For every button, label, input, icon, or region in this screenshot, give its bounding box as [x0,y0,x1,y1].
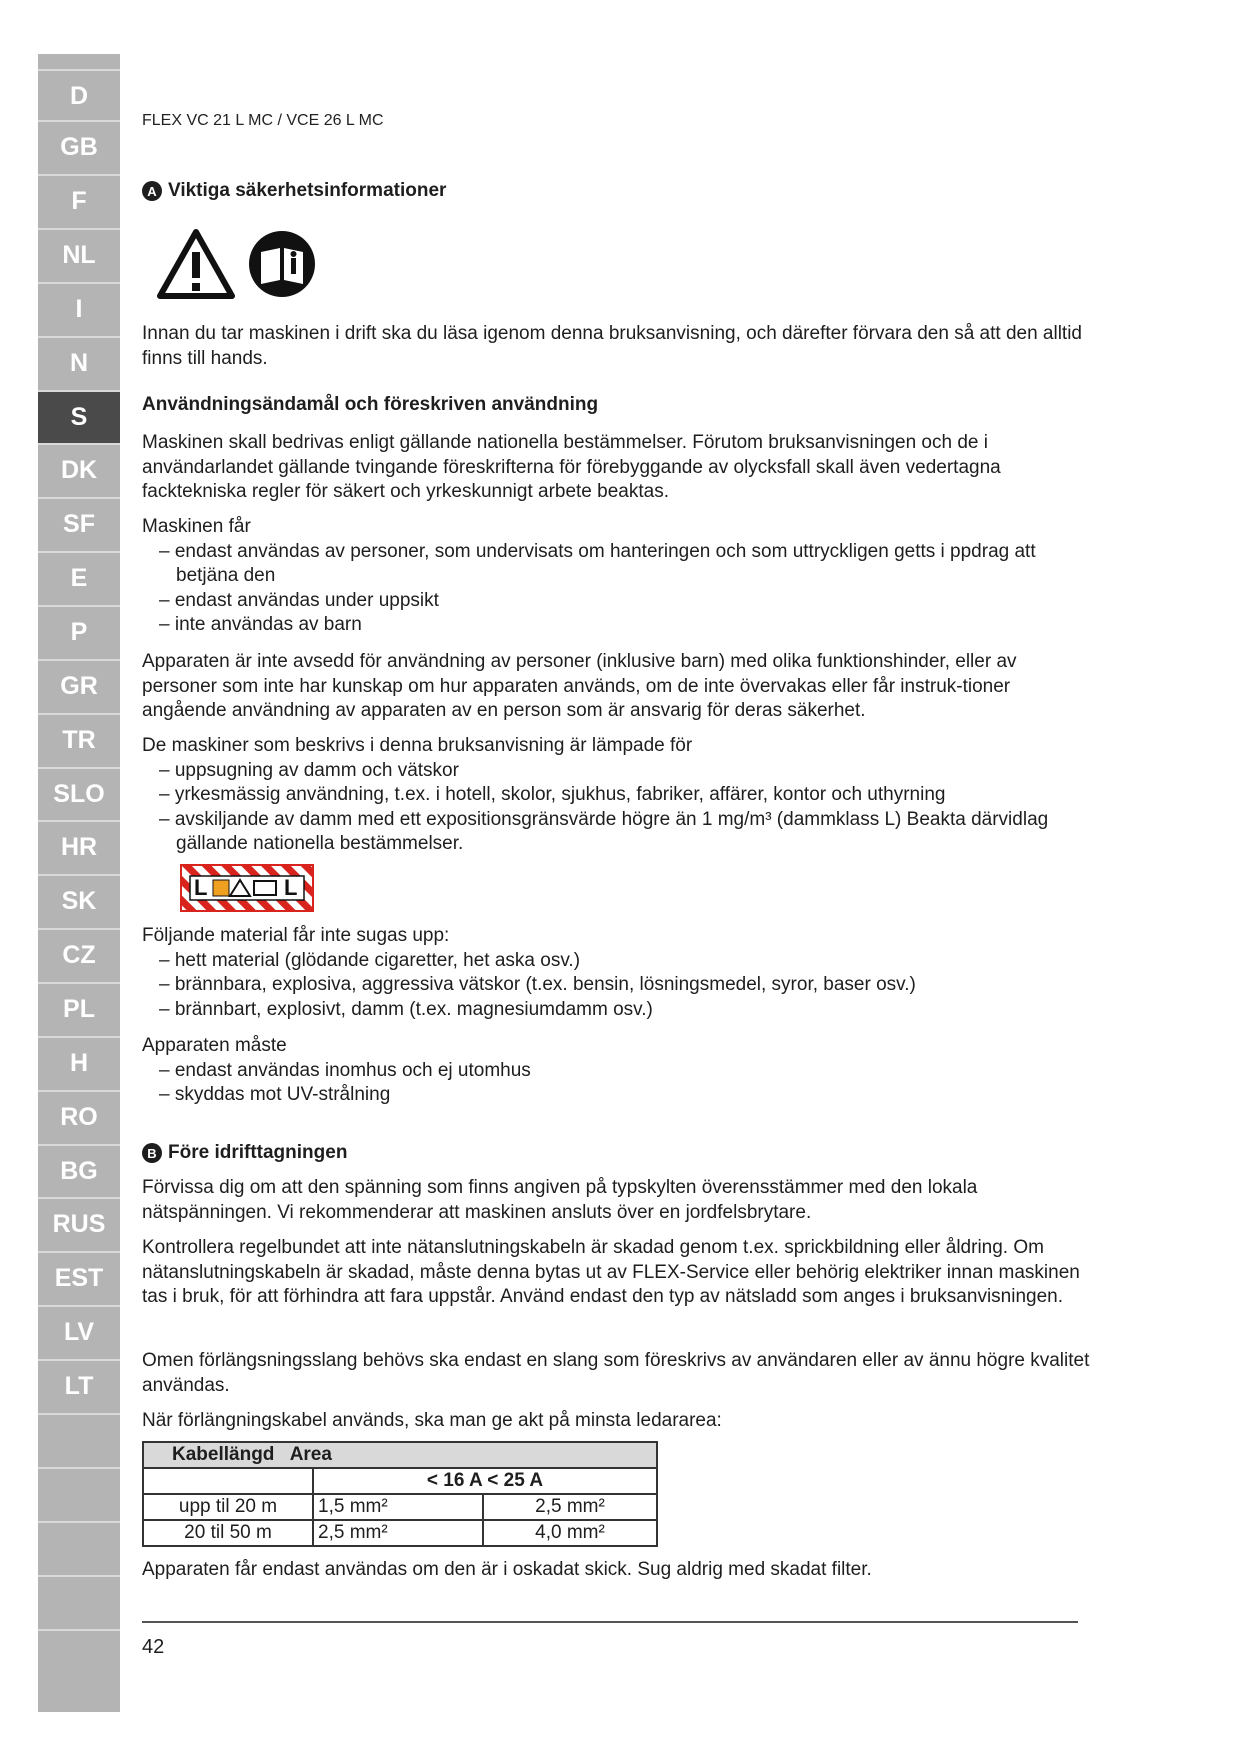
tab-empty [38,1629,120,1682]
tab-empty [38,1575,120,1628]
table-header-area: Area [289,1444,332,1465]
damaged-filter-paragraph: Apparaten får endast användas om den är i oskadat skick. Sug aldrig med skadat filter. [142,1559,872,1580]
table-cell-25a: 2,5 mm² [483,1494,657,1520]
disability-paragraph: Apparaten är inte avsedd för användning av personer (inklusive barn) med olika funktionshinder, eller av personer som inte har kunskap om hur apparaten används, om de inte övervakas eller får instruk-tioner angående användning av apparaten av en person som är ansvarig för deras säkerhet. [142,651,1017,721]
dust-class-l-badge [180,864,314,917]
tab-h[interactable]: H [38,1036,120,1089]
suitable-for-block [142,734,1092,857]
table-cell-length: 20 til 50 m [143,1520,313,1546]
list-item: – avskiljande av damm med ett expositionsgränsvärde högre än 1 mg/m³ (dammklass L) Beakta därvidlag gällande nationella bestämmelser. [159,808,1049,854]
table-subheader [313,1468,657,1494]
tab-f[interactable]: F [38,174,120,227]
extension-hose-paragraph: Omen förlängsningsslang behövs ska endast en slang som föreskrivs av användaren eller av ännu högre kvalitet användas. [142,1350,1090,1396]
safety-icons [156,228,316,300]
tab-nl[interactable]: NL [38,228,120,281]
read-manual-icon [248,230,316,298]
table-cell-16a: 1,5 mm² [313,1494,483,1520]
extension-cable-paragraph: När förlängningskabel används, ska man ge akt på minsta ledararea: [142,1410,722,1431]
tab-est[interactable]: EST [38,1251,120,1304]
suitable-for-lead: De maskiner som beskrivs i denna bruksanvisning är lämpade för [142,735,693,756]
tab-cz[interactable]: CZ [38,928,120,981]
dust-class-letter-left: L [194,875,208,900]
table-row [143,1494,657,1520]
section-b-marker: B [142,1143,162,1163]
tab-rus[interactable]: RUS [38,1197,120,1250]
tab-dk[interactable]: DK [38,443,120,496]
list-item: – endast användas av personer, som undervisats om hanteringen och som uttryckligen getts i ppdrag att betjäna den [159,540,1036,586]
tab-gb[interactable]: GB [38,120,120,173]
tab-empty [38,1521,120,1574]
tab-empty [38,1413,120,1466]
section-a-heading [142,180,446,202]
list-item: – hett material (glödande cigaretter, het aska osv.) [159,949,581,971]
list-item: – endast användas inomhus och ej utomhus [159,1059,531,1081]
list-item: – uppsugning av damm och vätskor [159,759,459,781]
usage-subheading: Användningsändamål och föreskriven användning [142,394,599,415]
list-item: – skyddas mot UV-strålning [159,1084,391,1105]
table-header-length: Kabellängd [172,1444,275,1465]
tab-d[interactable]: D [38,69,120,122]
section-b-title: Före idrifttagningen [168,1142,348,1163]
list-item: – brännbara, explosiva, aggressiva vätskor (t.ex. bensin, lösningsmedel, syror, baser osv.) [159,974,916,995]
tab-lv[interactable]: LV [38,1305,120,1358]
tab-bg[interactable]: BG [38,1144,120,1197]
table-subheader-25a: < 25 A [487,1470,544,1491]
section-a-title: Viktiga säkerhetsinformationer [168,180,447,201]
allowed-use-lead: Maskinen får [142,516,251,537]
section-b-heading [142,1142,347,1164]
tab-sk[interactable]: SK [38,874,120,927]
table-cell-length: upp til 20 m [143,1494,313,1520]
table-subheader-16a: < 16 A [426,1470,482,1491]
list-item: – inte användas av barn [159,614,362,635]
warning-triangle-icon [156,228,236,300]
section-a-marker: A [142,181,162,201]
tab-empty [38,1467,120,1520]
usage-paragraph: Maskinen skall bedrivas enligt gällande nationella bestämmelser. Förutom bruksanvisningen och de i användarlandet gällande tvingande föreskrifterna för förebyggande av olycksfall skall även vedertagna facktekniska regler för säkert och yrkeskunnigt arbete beaktas. [142,432,1001,502]
cable-check-paragraph: Kontrollera regelbundet att inte nätanslutningskabeln är skadad genom t.ex. sprickbildning eller åldring. Om nätanslutningskabeln är skadad, måste denna bytas ut av FLEX-Service eller behörig elektriker innan maskinen tas i bruk, för att förhindra att fara uppstår. Använd endast den typ av nätsladd som anges i bruksanvisningen. [142,1237,1080,1307]
tab-ro[interactable]: RO [38,1090,120,1143]
tab-e[interactable]: E [38,551,120,604]
prohibited-lead: Följande material får inte sugas upp: [142,925,450,946]
tab-pl[interactable]: PL [38,982,120,1035]
tab-p[interactable]: P [38,605,120,658]
tab-hr[interactable]: HR [38,820,120,873]
tab-slo[interactable]: SLO [38,767,120,820]
allowed-use-block [142,515,1092,638]
indoor-use-lead: Apparaten måste [142,1035,287,1056]
tab-tr[interactable]: TR [38,713,120,766]
intro-text: Innan du tar maskinen i drift ska du läsa igenom denna bruksanvisning, och därefter förvara den så att den alltid finns till hands. [142,323,1082,369]
dust-class-badge-icon [180,864,314,912]
tab-gr[interactable]: GR [38,659,120,712]
table-cell-empty [143,1468,313,1494]
language-sidebar [38,54,120,1712]
page-number: 42 [142,1636,165,1658]
cable-area-table [142,1441,658,1547]
tab-i[interactable]: I [38,282,120,335]
table-cell-16a: 2,5 mm² [313,1520,483,1546]
tab-n[interactable]: N [38,336,120,389]
voltage-paragraph: Förvissa dig om att den spänning som finns angiven på typskylten överensstämmer med den lokala nätspänningen. Vi rekommenderar att maskinen ansluts över en jordfelsbrytare. [142,1177,978,1223]
list-item: – endast användas under uppsikt [159,589,439,611]
indoor-use-block [142,1034,1092,1108]
list-item: – brännbart, explosivt, damm (t.ex. magnesiumdamm osv.) [159,998,653,1020]
tab-lt[interactable]: LT [38,1359,120,1412]
table-header-row [143,1442,657,1468]
product-header: FLEX VC 21 L MC / VCE 26 L MC [142,112,384,129]
tab-s[interactable]: S [38,390,120,443]
footer-divider [142,1621,1078,1623]
table-row [143,1520,657,1546]
prohibited-materials-block [142,924,1092,1022]
tab-sf[interactable]: SF [38,497,120,550]
table-cell-25a: 4,0 mm² [483,1520,657,1546]
list-item: – yrkesmässig användning, t.ex. i hotell, skolor, sjukhus, fabriker, affärer, kontor och uthyrning [159,784,946,805]
dust-class-letter-right: L [284,875,298,900]
